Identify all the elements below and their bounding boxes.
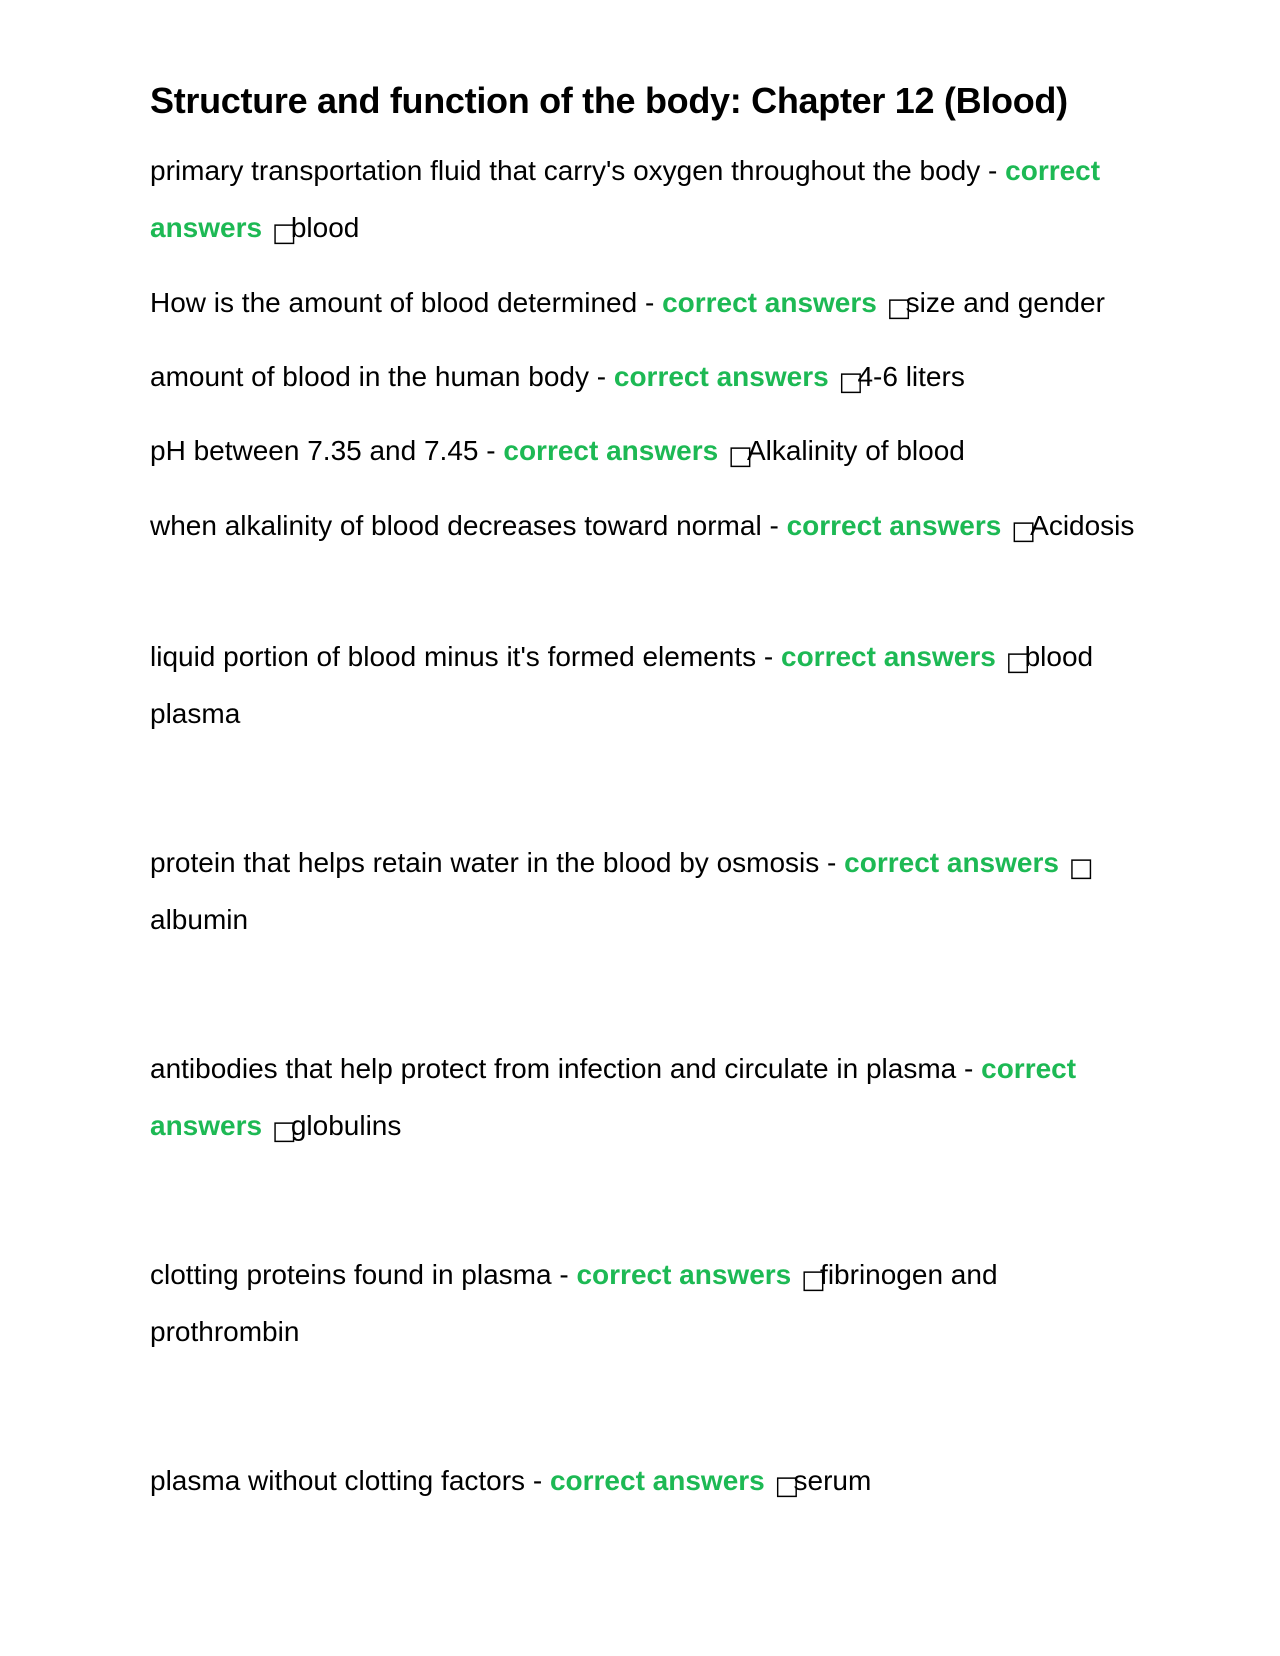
box-icon: □ — [886, 293, 912, 323]
question-text: amount of blood in the human body — [150, 361, 589, 392]
question-text: liquid portion of blood minus it's formed elements — [150, 641, 757, 672]
qa-item — [150, 1452, 1140, 1509]
box-icon: □ — [271, 1116, 297, 1146]
question-text: antibodies that help protect from infection and circulate in plasma — [150, 1053, 957, 1084]
answer-text: serum — [793, 1465, 872, 1496]
qa-item — [150, 497, 1140, 554]
separator: - — [551, 1259, 577, 1290]
answer-text: size and gender — [905, 287, 1105, 318]
separator: - — [525, 1465, 550, 1496]
qa-item — [150, 348, 1140, 405]
qa-item — [150, 1040, 1140, 1154]
page-title: Structure and function of the body: Chapter 12 (Blood) — [150, 80, 1068, 121]
question-text: protein that helps retain water in the blood by osmosis — [150, 847, 820, 878]
qa-item — [150, 1246, 1140, 1360]
answer-label: correct answers — [613, 361, 829, 392]
separator: - — [980, 155, 1006, 186]
answer-text: Alkalinity of blood — [746, 435, 965, 466]
answer-text: albumin — [150, 904, 249, 935]
answer-text: Acidosis — [1030, 510, 1135, 541]
box-icon: □ — [1005, 647, 1031, 677]
box-icon: □ — [801, 1265, 826, 1295]
answer-text: fibrinogen and prothrombin — [150, 1259, 998, 1347]
question-text: when alkalinity of blood decreases toward normal — [150, 510, 762, 541]
answer-label: correct answers — [786, 510, 1002, 541]
answer-label: correct answers — [576, 1259, 792, 1290]
separator: - — [956, 1053, 982, 1084]
question-text: clotting proteins found in plasma — [150, 1259, 552, 1290]
answer-label: correct answers — [150, 1053, 1077, 1141]
answer-label: correct answers — [662, 287, 877, 318]
box-icon: □ — [271, 218, 297, 248]
box-icon: □ — [774, 1471, 800, 1501]
separator: - — [756, 641, 781, 672]
answer-label: correct answers — [503, 435, 719, 466]
box-icon: □ — [838, 367, 864, 397]
box-icon: □ — [727, 441, 753, 471]
separator: - — [588, 361, 614, 392]
separator: - — [478, 435, 504, 466]
question-text: How is the amount of blood determined — [150, 287, 638, 318]
answer-text: 4-6 liters — [857, 361, 965, 392]
separator: - — [637, 287, 663, 318]
answer-label: correct answers — [150, 155, 1101, 243]
separator: - — [761, 510, 787, 541]
qa-item — [150, 274, 1140, 331]
separator: - — [819, 847, 845, 878]
answer-text: blood plasma — [150, 641, 1094, 729]
answer-text: globulins — [290, 1110, 402, 1141]
question-text: primary transportation fluid that carry's oxygen throughout the body — [150, 155, 981, 186]
answer-label: correct answers — [781, 641, 996, 672]
qa-item — [150, 834, 1140, 948]
box-icon: □ — [1068, 853, 1094, 883]
box-icon: □ — [1011, 516, 1036, 546]
qa-item — [150, 142, 1140, 256]
question-text: pH between 7.35 and 7.45 — [150, 435, 479, 466]
answer-label: correct answers — [549, 1465, 765, 1496]
question-text: plasma without clotting factors — [150, 1465, 526, 1496]
answer-label: correct answers — [844, 847, 1059, 878]
answer-text: blood — [290, 212, 360, 243]
qa-item — [150, 422, 1140, 479]
qa-item — [150, 628, 1140, 742]
